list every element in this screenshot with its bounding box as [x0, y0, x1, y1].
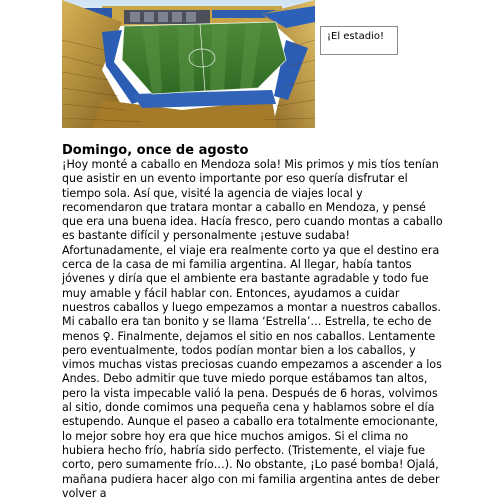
stadium-image [62, 0, 315, 128]
entry-title: Domingo, once de agosto [62, 143, 249, 158]
stadium-photo [62, 0, 315, 128]
photo-caption: ¡El estadio! [327, 31, 384, 42]
entry-body: ¡Hoy monté a caballo en Mendoza sola! Mis primos y mis tíos tenían que asistir en un evento importante por eso quería disfrutar el tiempo sola. Así que, visité la agencia de viajes local y recomendaron que tratara montar a caballo en Mendoza, y pensé que era una buena idea. Hacía fresco, pero cuando montas a caballo es bastante difícil y personalmente ¡estuve sudaba! Afortunadamente, el viaje era realmente corto ya que el destino era cerca de la casa de mi familia argentina. Al llegar, había tantos jóvenes y diría que el ambiente era bastante agradable y todo fue muy amable y fácil hablar con. Entonces, ayudamos a cuidar nuestros caballos y luego empezamos a montar a nuestros caballos. Mi caballo era tan bonito y se llama ‘Estrella’… Estrella, te echo de menos ♀. Finalmente, dejamos el sitio en nos caballos. Lentamente pero eventualmente, todos podían montar bien a los caballos, y vimos muchas vistas preciosas cuando empezamos a ascender a los Andes. Debo admitir que tuve miedo porque estábamos tan altos, pero la vista impecable valió la pena. Después de 6 horas, volvimos al sitio, donde comimos una pequeña cena y hablamos sobre el día estupendo. Aunque el paseo a caballo era totalmente emocionante, lo mejor sobre hoy era que hice muchos amigos. Si el clima no hubiera hecho frío, habría sido perfecto. (Tristemente, el viaje fue corto, pero sumamente frío…). No obstante, ¡Lo pasé bomba! Ojalá, mañana pudiera hacer algo con mi familia argentina antes de deber volver a [62, 158, 443, 500]
photo-caption-box [320, 26, 398, 55]
